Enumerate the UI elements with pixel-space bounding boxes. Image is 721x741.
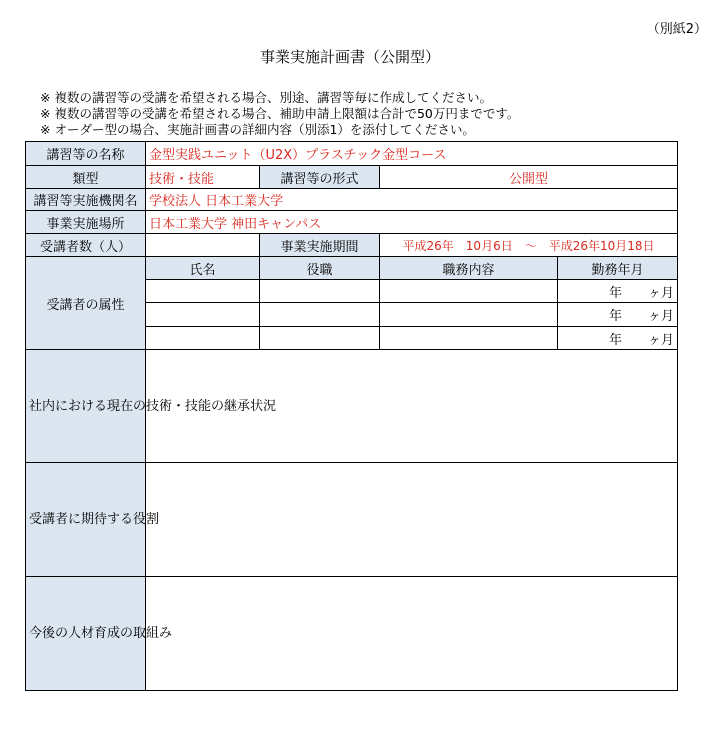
expected-role-label: 受講者に期待する役割 — [26, 463, 146, 577]
attr-tenure-cell[interactable]: 年 ヶ月 — [558, 327, 678, 350]
type-value[interactable]: 技術・技能 — [146, 166, 260, 189]
row-attr-header — [26, 257, 678, 280]
attr-duties-cell[interactable] — [380, 280, 558, 303]
attr-position-cell[interactable] — [260, 327, 380, 350]
institution-value[interactable]: 学校法人 日本工業大学 — [146, 189, 678, 211]
type-label: 類型 — [26, 166, 146, 189]
row-count-period — [26, 234, 678, 257]
page-title: 事業実施計画書（公開型） — [259, 48, 440, 66]
attributes-label: 受講者の属性 — [26, 257, 146, 350]
plan-form-table — [25, 141, 678, 691]
attr-header-duties: 職務内容 — [380, 257, 558, 280]
row-course-name — [26, 142, 678, 166]
note-item: ※ オーダー型の場合、実施計画書の詳細内容（別添1）を添付してください。 — [40, 122, 475, 137]
course-name-value[interactable]: 金型実践ユニット（U2X）プラスチック金型コース — [146, 142, 678, 166]
attachment-label: （別紙2） — [646, 22, 707, 37]
attr-duties-cell[interactable] — [380, 303, 558, 327]
notes-list — [40, 90, 519, 138]
institution-label: 講習等実施機関名 — [26, 189, 146, 211]
attr-position-cell[interactable] — [260, 280, 380, 303]
attr-header-name: 氏名 — [146, 257, 260, 280]
attr-duties-cell[interactable] — [380, 327, 558, 350]
row-type-format — [26, 166, 678, 189]
attr-tenure-cell[interactable]: 年 ヶ月 — [558, 303, 678, 327]
format-value[interactable]: 公開型 — [380, 166, 678, 189]
trainee-count-label: 受講者数（人） — [26, 234, 146, 257]
attr-name-cell[interactable] — [146, 327, 260, 350]
period-label: 事業実施期間 — [260, 234, 380, 257]
row-institution — [26, 189, 678, 211]
course-name-label: 講習等の名称 — [26, 142, 146, 166]
attr-tenure-cell[interactable]: 年 ヶ月 — [558, 280, 678, 303]
note-item: ※ 複数の講習等の受講を希望される場合、補助申請上限額は合計で50万円までです。 — [40, 106, 520, 121]
row-hr-plan — [26, 577, 678, 691]
venue-value[interactable]: 日本工業大学 神田キャンパス — [146, 211, 678, 234]
trainee-count-value[interactable] — [146, 234, 260, 257]
attr-name-cell[interactable] — [146, 303, 260, 327]
format-label: 講習等の形式 — [260, 166, 380, 189]
attr-position-cell[interactable] — [260, 303, 380, 327]
attr-header-position: 役職 — [260, 257, 380, 280]
row-venue — [26, 211, 678, 234]
attr-name-cell[interactable] — [146, 280, 260, 303]
note-item: ※ 複数の講習等の受講を希望される場合、別途、講習等毎に作成してください。 — [40, 90, 492, 105]
hr-plan-label: 今後の人材育成の取組み — [26, 577, 146, 691]
attr-header-tenure: 勤務年月 — [558, 257, 678, 280]
succession-label: 社内における現在の技術・技能の継承状況 — [26, 350, 146, 463]
hr-plan-value[interactable] — [146, 577, 678, 691]
row-expected-role — [26, 463, 678, 577]
expected-role-value[interactable] — [146, 463, 678, 577]
venue-label: 事業実施場所 — [26, 211, 146, 234]
row-succession — [26, 350, 678, 463]
period-value[interactable]: 平成26年 10月6日 ～ 平成26年10月18日 — [380, 234, 678, 257]
